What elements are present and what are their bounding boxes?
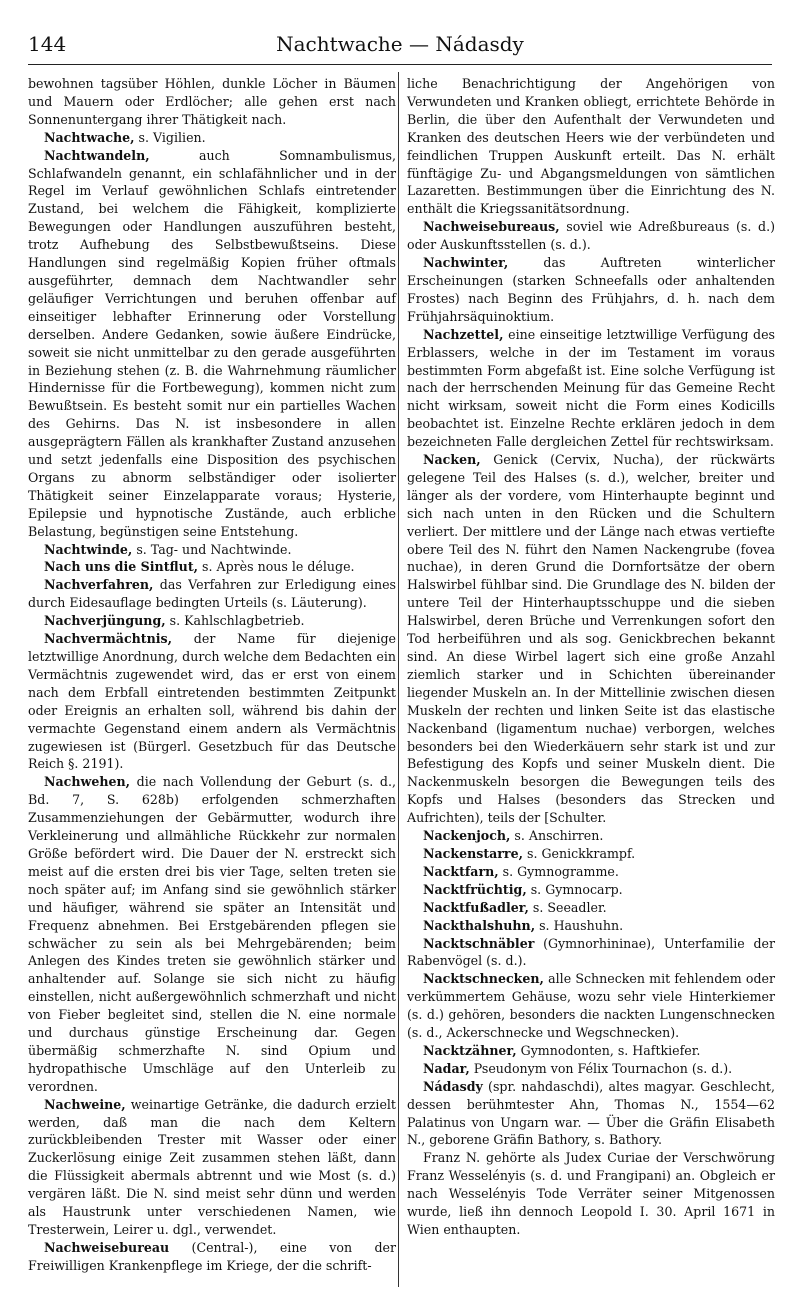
entry-text: (Gymnorhininae), Unterfamilie der Rabenvögel (s. d.). (407, 935, 775, 969)
entry-text: die nach Vollendung der Geburt (s. d., Bd. 7, S. 628b) erfolgenden schmerzhaften Zusammenziehungen der Gebärmutter, wodurch ihre Verkleinerung und allmähliche Rückkehr zur normalen Größe befördert wird. Die Dauer der N. erstreckt sich meist auf die ersten drei bis vier Tage, selten treten sie noch später auf; im Anfang sind sie gewöhnlich stärker und häufiger, während sie später an Intensität und Frequenz abnehmen. Bei Erstgebärenden pflegen sie schwächer zu sein als bei Mehrgebärenden; beim Anlegen des Kindes treten sie gewöhnlich stärker und anhaltender auf. Solange sie sich nicht zu häufig einstellen, nicht außergewöhnlich schmerzhaft und nicht von Fieber begleitet sind, stellen die N. eine normale und durchaus günstige Erscheinung dar. Gegen übermäßig schmerzhafte N. sind Opium und hydropathische Umschläge auf den Unterleib zu verordnen. (28, 774, 396, 1094)
left-column (28, 75, 396, 1275)
entry-headword: Nacken, (423, 452, 481, 468)
dictionary-entry (407, 1042, 775, 1060)
entry-headword: Nach uns die Sintflut, (44, 559, 199, 575)
entry-headword: Nachtwandeln, (44, 147, 150, 163)
entry-text: der Name für diejenige letztwillige Anordnung, durch welche dem Bedachten ein Vermächtnis zugewendet wird, das er erst von einem nach dem Erbfall eintretenden bestimmten Zeitpunkt oder Ereignis an erhalten soll, während bis dahin der vermachte Gegenstand einem andern als Vermächtnis zugewiesen ist (Bürgerl. Gesetzbuch für das Deutsche Reich §. 2191). (28, 631, 396, 772)
entry-text: Gymnodonten, s. Haftkiefer. (516, 1042, 701, 1058)
entry-headword: Nachweisebureau (44, 1239, 170, 1255)
entry-text: Franz N. gehörte als Judex Curiae der Verschwörung Franz Wesselényis (s. d. und Frangipani) an. Obgleich er nach Wesselényis Tode Verräter seiner Mitgenossen wurde, ließ ihn dennoch Leopold I. 30. April 1671 in Wien enthaupten. (407, 1150, 775, 1237)
entry-text: s. Genickkrampf. (522, 845, 636, 861)
dictionary-entry (407, 970, 775, 1042)
entry-headword: Nackthalshuhn, (423, 917, 536, 933)
entry-text: auch Somnambulismus, Schlafwandeln genannt, ein schlafähnlicher und in der Regel im Verlauf gewöhnlichen Schlafs eintretender Zustand, bei welchem die Fähigkeit, komplizierte Bewegungen oder Handlungen auszuführen besteht, trotz Aufhebung des Selbstbewußtseins. Diese Handlungen sind regelmäßig Kopien früher oftmals ausgeführter, demnach dem Nachtwandler sehr geläufiger Verrichtungen und beruhen offenbar auf einseitiger lebhafter Erinnerung oder Vorstellung derselben. Andere Gedanken, sowie äußere Eindrücke, soweit sie nicht unmittelbar zu den gerade ausgeführten in Beziehung stehen (z. B. die Wahrnehmung räumlicher Hindernisse für die Fortbewegung), kommen nicht zum Bewußtsein. Es besteht somit nur ein partielles Wachen des Gehirns. Das N. ist insbesondere in allen ausgeprägtern Fällen als krankhafter Zustand anzusehen und setzt jedenfalls eine Disposition des psychischen Organs zu abnorm selbständiger oder isolierter Thätigkeit seiner Einzelapparate voraus; Hysterie, Epilepsie und hypnotische Zustände, auch erbliche Belastung, begünstigen seine Entstehung. (28, 147, 396, 539)
entry-headword: Nachverfahren, (44, 577, 154, 593)
column-divider (398, 72, 399, 1287)
entry-text: das Auftreten winterlicher Erscheinungen (starken Schneefalls oder anhaltenden Frostes) nach Beginn des Frühjahrs, d. h. nach dem Frühjahrsäquinoktium. (407, 255, 775, 324)
dictionary-entry (407, 451, 775, 827)
dictionary-entry (28, 129, 396, 147)
entry-headword: Nachvermächtnis, (44, 631, 173, 647)
dictionary-entry (407, 1060, 775, 1078)
entry-text: eine einseitige letztwillige Verfügung des Erblassers, welche in der im Testament im voraus bestimmten Form abgefaßt ist. Eine solche Verfügung ist nach der herrschenden Meinung für das Gemeine Recht nicht wirksam, soweit nicht die Form eines Kodicills beobachtet ist. Einzelne Rechte erklären jedoch in dem bezeichneten Falle dergleichen Zettel für rechtswirksam. (407, 326, 775, 450)
dictionary-entry (407, 899, 775, 917)
entry-headword: Nacktfrüchtig, (423, 881, 527, 897)
dictionary-entry (407, 935, 775, 971)
dictionary-entry (407, 326, 775, 451)
dictionary-entry (28, 1239, 396, 1275)
dictionary-entry (407, 1078, 775, 1150)
entry-text: s. Gymnogramme. (498, 863, 619, 879)
entry-text: Pseudonym von Félix Tournachon (s. d.). (469, 1060, 733, 1076)
page-header (28, 30, 772, 60)
dictionary-entry (28, 630, 396, 773)
dictionary-entry (407, 75, 775, 218)
entry-headword: Nachwinter, (423, 255, 509, 271)
dictionary-entry (407, 881, 775, 899)
dictionary-entry (407, 218, 775, 254)
dictionary-entry (28, 576, 396, 612)
entry-text: s. Vigilien. (134, 129, 206, 145)
header-rule (28, 64, 772, 65)
entry-text: s. Seeadler. (528, 899, 607, 915)
entry-headword: Nacktfarn, (423, 863, 499, 879)
entry-text: (spr. nahdaschdi), altes magyar. Geschlecht, dessen berühmtester Ahn, Thomas N., 1554—62 Palatinus von Ungarn war. — Über die Gräfin Elisabeth N., geborene Gräfin Bathory, s. Bathory. (407, 1078, 775, 1148)
running-title: Nachtwache — Nádasdy (276, 32, 524, 56)
entry-headword: Nacktschnecken, (423, 971, 544, 987)
dictionary-entry (28, 558, 396, 576)
entry-text: das Verfahren zur Erledigung eines durch Eidesauflage bedingten Urteils (s. Läuterung). (28, 577, 396, 611)
page-number: 144 (28, 32, 67, 56)
dictionary-entry (407, 254, 775, 326)
entry-text: s. Anschirren. (510, 828, 604, 844)
entry-headword: Nachwehen, (44, 774, 131, 790)
dictionary-entry (407, 863, 775, 881)
dictionary-entry (407, 917, 775, 935)
entry-headword: Nacktzähner, (423, 1042, 517, 1058)
entry-headword: Nachzettel, (423, 326, 504, 342)
entry-headword: Nachtwinde, (44, 541, 133, 557)
entry-text: Genick (Cervix, Nucha), der rückwärts gelegene Teil des Halses (s. d.), welcher, breiter und länger als der vordere, vom Hinterhaupte beginnt und sich nach unten in den Rücken und die Schultern verliert. Der mittlere und der Länge nach etwas vertiefte obere Teil des N. führt den Namen Nackengrube (fovea nuchae), in deren Grund die Dornfortsätze der obern Halswirbel fühlbar sind. Die Grundlage des N. bilden der untere Teil der Hinterhauptsschuppe und die sieben Halswirbel, deren Brüche und Verrenkungen sofort den Tod herbeiführen und als sog. Genickbrechen bekannt sind. An diese Wirbel lagert sich eine große Anzahl ziemlich starker und in Schichten übereinander liegender Muskeln an. In der Mittellinie zwischen diesen Muskeln der rechten und linken Seite ist das elastische Nackenband (ligamentum nuchae) verborgen, welches besonders bei den Wiederkäuern sehr stark ist und zur Befestigung des Kopfs und seiner Muskeln dient. Die Nackenmuskeln besorgen die Bewegungen teils des Kopfs und Halses (besonders das Strecken und Aufrichten), teils der [Schulter. (407, 452, 775, 826)
entry-headword: Nachverjüngung, (44, 613, 166, 629)
entry-headword: Nachtwache, (44, 129, 135, 145)
entry-headword: Nacktfußadler, (423, 899, 529, 915)
dictionary-entry (28, 612, 396, 630)
entry-headword: Nacktschnäbler (423, 935, 535, 951)
entry-headword: Nachweisebureaus, (423, 219, 560, 235)
dictionary-entry (407, 1149, 775, 1239)
dictionary-entry (407, 827, 775, 845)
dictionary-entry (28, 1096, 396, 1239)
dictionary-entry (28, 773, 396, 1095)
entry-text: bewohnen tagsüber Höhlen, dunkle Löcher in Bäumen und Mauern oder Erdlöcher; alle gehen erst nach Sonnenuntergang ihrer Thätigkeit nach. (28, 76, 396, 127)
entry-headword: Nádasdy (423, 1078, 483, 1094)
entry-text: (Central-), eine von der Freiwilligen Krankenpflege im Kriege, der die schrift- (28, 1239, 396, 1273)
entry-headword: Nachweine, (44, 1096, 126, 1112)
entry-text: alle Schnecken mit fehlendem oder verkümmertem Gehäuse, wozu sehr viele Hinterkiemer (s. d.) gehören, besonders die nackten Lungenschnecken (s. d., Ackerschnecke und Wegschnecken). (407, 971, 775, 1041)
entry-text: liche Benachrichtigung der Angehörigen von Verwundeten und Kranken obliegt, errichtete Behörde in Berlin, die über den Aufenthalt der Verwundeten und Kranken des deutschen Heers wie der verbündeten und feindlichen Truppen Auskunft erteilt. Das N. erhält fünftägige Zu- und Abgangsmeldungen von sämtlichen Lazaretten. Bestimmungen über die Einrichtung des N. enthält die Kriegssanitätsordnung. (407, 76, 775, 217)
right-column (407, 75, 775, 1239)
dictionary-entry (28, 147, 396, 541)
entry-headword: Nadar, (423, 1060, 470, 1076)
entry-headword: Nackenstarre, (423, 845, 523, 861)
entry-headword: Nackenjoch, (423, 828, 511, 844)
entry-text: s. Kahlschlagbetrieb. (165, 613, 305, 629)
dictionary-entry (28, 75, 396, 129)
entry-text: weinartige Getränke, die dadurch erzielt werden, daß man die nach dem Keltern zurückbleibenden Trester mit Wasser oder einer Zuckerlösung einige Zeit zusammen stehen läßt, dann die Flüssigkeit abermals abtrennt und wie Most (s. d.) vergären läßt. Die N. sind meist sehr dünn und werden als Haustrunk unter verschiedenen Namen, wie Tresterwein, Leirer u. dgl., verwendet. (28, 1096, 396, 1237)
entry-text: soviel wie Adreßbureaus (s. d.) oder Auskunftsstellen (s. d.). (407, 219, 775, 253)
entry-text: s. Après nous le déluge. (198, 559, 355, 575)
entry-text: s. Haushuhn. (535, 917, 624, 933)
dictionary-entry (407, 845, 775, 863)
dictionary-entry (28, 541, 396, 559)
entry-text: s. Gymnocarp. (526, 881, 623, 897)
entry-text: s. Tag- und Nachtwinde. (132, 541, 292, 557)
